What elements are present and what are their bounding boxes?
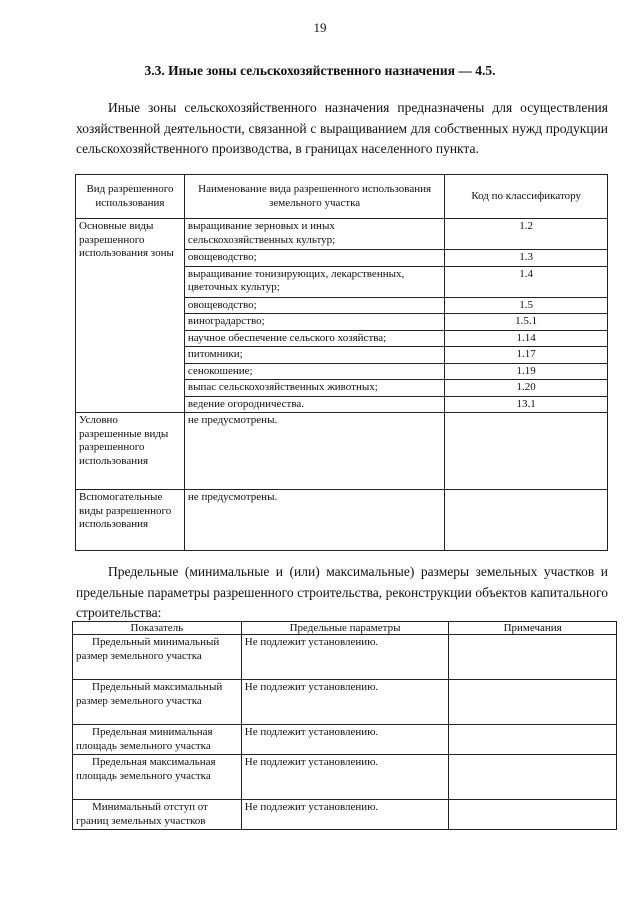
header-use-type: Вид разрешенного использования [76,175,185,219]
limit-note [449,680,617,725]
table-cell-code: 1.20 [445,380,608,397]
limit-parameter: Не подлежит установлению. [241,800,449,830]
limit-indicator: Минимальный отступ от границ земельных участков [73,800,242,830]
limit-indicator: Предельная минимальная площадь земельного участка [73,725,242,755]
limit-parameter: Не подлежит установлению. [241,680,449,725]
table-cell-code: 1.2 [445,219,608,250]
table-cell-use-name: виноградарство; [184,314,444,331]
header-notes: Примечания [449,622,617,635]
table-cell-use-name: научное обеспечение сельского хозяйства; [184,330,444,347]
limit-note [449,800,617,830]
table-cell-use-name: овощеводство; [184,297,444,314]
table-cell-code: 1.3 [445,250,608,267]
table-cell-code: 1.17 [445,347,608,364]
table-cell-use-name: питомники; [184,347,444,364]
auxiliary-uses-code [445,490,608,551]
page-number: 19 [313,20,327,35]
auxiliary-uses-value: не предусмотрены. [184,490,444,551]
table-cell-use-name: ведение огородничества. [184,396,444,413]
limit-note [449,725,617,755]
limit-indicator: Предельная максимальная площадь земельного участка [73,755,242,800]
table-cell-use-name: выпас сельскохозяйственных животных; [184,380,444,397]
table-cell-use-name: сенокошение; [184,363,444,380]
limit-parameter: Не подлежит установлению. [241,755,449,800]
table-cell-use-name: овощеводство; [184,250,444,267]
table-cell-use-name: выращивание тонизирующих, лекарственных, цветочных культур; [184,266,444,297]
limit-note [449,755,617,800]
header-indicator: Показатель [73,622,242,635]
intro-paragraph: Иные зоны сельскохозяйственного назначения предназначены для осуществления хозяйственной деятельности, связанной с выращиванием для собственных нужд продукции сельскохозяйственного производства, в границах населенного пункта. [76,100,608,156]
table-cell-use-name: выращивание зерновых и иных сельскохозяйственных культур; [184,219,444,250]
conditional-uses-value: не предусмотрены. [184,413,444,490]
table-cell-code: 1.5.1 [445,314,608,331]
limits-paragraph: Предельные (минимальные и (или) максимальные) размеры земельных участков и предельные параметры разрешенного строительства, реконструкции объектов капитального строительства: [76,564,608,620]
conditional-uses-code [445,413,608,490]
table-cell-code: 13.1 [445,396,608,413]
header-parameters: Предельные параметры [241,622,449,635]
table-cell-code: 1.5 [445,297,608,314]
limit-parameter: Не подлежит установлению. [241,725,449,755]
main-uses-label: Основные виды разрешенного использования зоны [76,219,185,413]
limit-note [449,635,617,680]
conditional-uses-label: Условно разрешенные виды разрешенного использования [76,413,185,490]
limit-parameter: Не подлежит установлению. [241,635,449,680]
section-heading: 3.3. Иные зоны сельскохозяйственного назначения — 4.5. [144,63,496,78]
auxiliary-uses-label: Вспомогательные виды разрешенного использования [76,490,185,551]
header-use-name: Наименование вида разрешенного использования земельного участка [184,175,444,219]
main-uses-body [76,219,608,413]
table-cell-code: 1.14 [445,330,608,347]
header-code: Код по классификатору [445,175,608,219]
limit-indicator: Предельный минимальный размер земельного участка [73,635,242,680]
limits-table [72,621,617,830]
permitted-uses-table [75,174,608,551]
table-cell-code: 1.19 [445,363,608,380]
table-cell-code: 1.4 [445,266,608,297]
limit-indicator: Предельный максимальный размер земельного участка [73,680,242,725]
